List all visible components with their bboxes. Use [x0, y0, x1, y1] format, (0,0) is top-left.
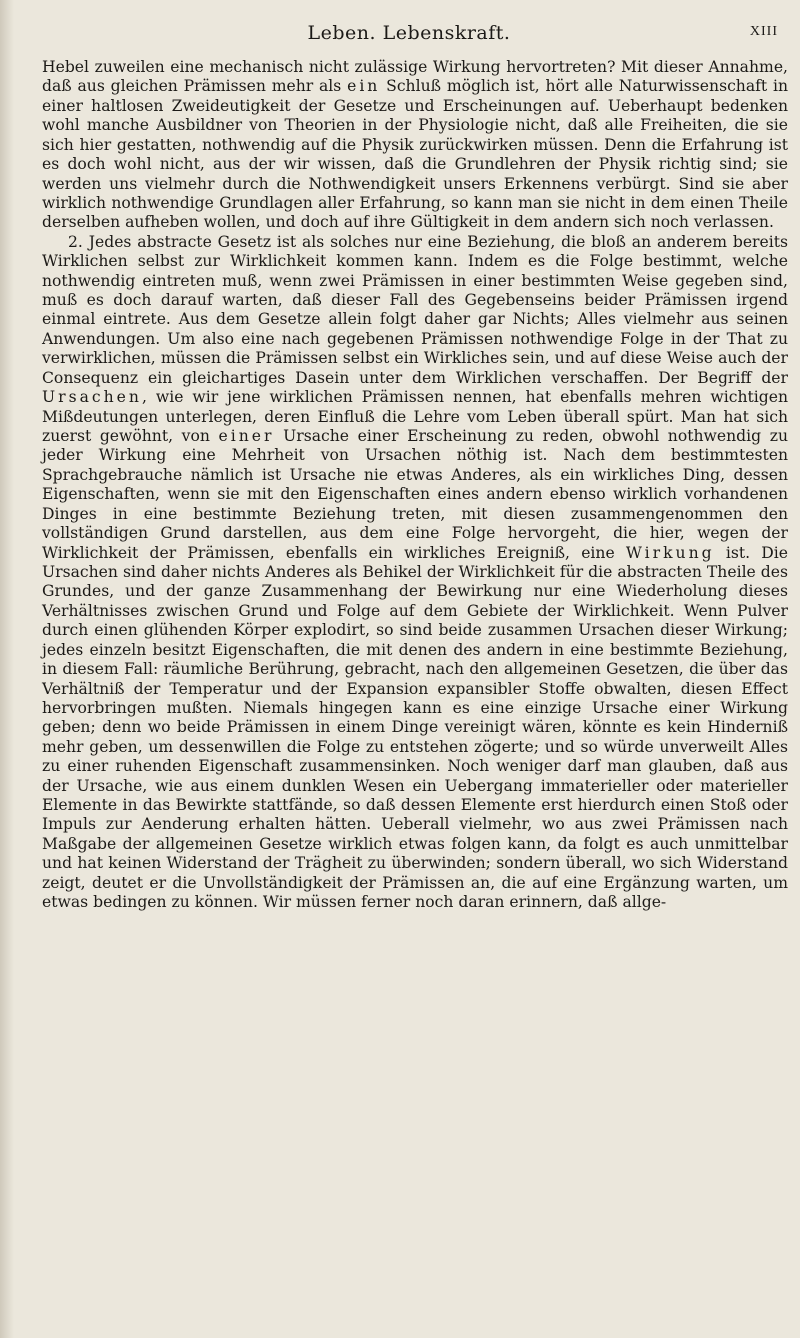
emphasized-term: einer [218, 427, 275, 446]
text-run: ist. Die Ursachen sind daher nichts Anderes als Behikel der Wirklichkeit für die abstracten Theile des Grundes, und der ganze Zusammenhang der Bewirkung nur eine Wiederholung dieses Verhältnisses zwischen Grund und Folge auf dem Gebiete der Wirklichkeit. Wenn Pulver durch einen glühenden Körper explodirt, so sind beide zusammen Ursachen dieser Wirkung; jedes einzeln besitzt Eigenschaften, die mit denen des andern in eine bestimmte Beziehung, in diesem Fall: räumliche Berührung, gebracht, nach den allgemeinen Gesetzen, die über das Verhältniß der Temperatur und der Expansion expansibler Stoffe obwalten, diesen Effect hervorbringen mußten. Niemals hingegen kann es eine einzige Ursache einer Wirkung geben; denn wo beide Prämissen in einem Dinge vereinigt wären, könnte es kein Hinderniß mehr geben, um dessenwillen die Folge zu entstehen zögerte; und so würde unverweilt Alles zu einer ruhenden Eigenschaft zusammensinken. Noch weniger darf man glauben, daß aus der Ursache, wie aus einem dunklen Wesen ein Uebergang immaterieller oder materieller Elemente in das Bewirkte stattfände, so daß dessen Elemente erst hierdurch einen Stoß oder Impuls zur Aenderung erhalten hätten. Ueberall vielmehr, wo aus zwei Prämissen nach Maßgabe der allgemeinen Gesetze wirklich etwas folgen kann, da folgt es auch unmittelbar und hat keinen Widerstand der Trägheit zu überwinden; sondern überall, wo sich Widerstand zeigt, deutet er die Unvollständigkeit der Prämissen an, die auf eine Ergänzung warten, um etwas bedingen zu können. Wir müssen ferner noch daran erinnern, daß allge- [42, 543, 788, 912]
text-run: Hebel zuweilen eine mechanisch nicht zulässige Wirkung hervortreten? Mit dieser Annahme, daß aus gleichen Prämissen mehr als [42, 58, 788, 96]
emphasized-term: Wirkung [625, 543, 715, 562]
text-run: 2. Jedes abstracte Gesetz ist als solches nur eine Beziehung, die bloß an anderem bereits Wirklichen selbst zur Wirklichkeit kommen kann. Indem es die Folge bestimmt, welche nothwendig eintreten muß, wenn zwei Prämissen in einer bestimmten Weise gegeben sind, muß es doch darauf warten, daß dieser Fall des Gegebenseins beider Prämissen irgend einmal eintrete. Aus dem Gesetze allein folgt daher gar Nichts; Alles vielmehr aus seinen Anwendungen. Um also eine nach gegebenen Prämissen nothwendige Folge in der That zu verwirklichen, müssen die Prämissen selbst ein Wirkliches sein, und auf diese Weise auch der Consequenz ein gleichartiges Dasein unter dem Wirklichen verschaffen. Der Begriff der [42, 232, 788, 387]
paragraph-section-2 [42, 233, 788, 913]
text-run: Schluß möglich ist, hört alle Naturwissenschaft in einer haltlosen Zweideutigkeit der Gesetze und Erscheinungen auf. Ueberhaupt bedenken wohl manche Ausbildner von Theorien in der Physiologie nicht, daß alle Freiheiten, die sie sich hier gestatten, nothwendig auf die Physik zurückwirken müssen. Denn die Erfahrung ist es doch wohl nicht, aus der wir wissen, daß die Grundlehren der Physik richtig sind; sie werden uns vielmehr durch die Nothwendigkeit unsers Erkennens verbürgt. Sind sie aber wirklich nothwendige Grundlagen aller Erfahrung, so kann man sie nicht in dem einen Theile derselben aufheben wollen, und doch auf ihre Gültigkeit in dem andern sich noch verlassen. [42, 77, 789, 232]
body-text [42, 58, 788, 913]
text-run: Ursache einer Erscheinung zu reden, obwohl nothwendig zu jeder Wirkung eine Mehrheit von Ursachen nöthig ist. Nach dem bestimmtesten Sprachgebrauche nämlich ist Ursache nie etwas Anderes, als ein wirkliches Ding, dessen Eigenschaften, wenn sie mit den Eigenschaften eines andern ebenso wirklich vorhandenen Dinges in eine bestimmte Beziehung treten, mit diesen zusammengenommen den vollständigen Grund darstellen, aus dem eine Folge hervorgeht, die hier, wegen der Wirklichkeit der Prämissen, ebenfalls ein wirkliches Ereigniß, eine [42, 427, 788, 562]
emphasized-term: ein [347, 77, 381, 96]
text-run: , wie wir jene wirklichen Prämissen nennen, hat ebenfalls mehren wichtigen Mißdeutungen unterlegen, deren Einfluß die Lehre vom Leben überall spürt. Man hat sich zuerst gewöhnt, von [42, 388, 788, 446]
page-number: XIII [749, 24, 778, 39]
running-title: Leben. Lebenskraft. [307, 22, 511, 44]
paragraph-continuation [42, 58, 788, 233]
emphasized-term: Ursachen [42, 388, 142, 407]
page-gutter-shadow [0, 0, 14, 1338]
page-header [40, 22, 778, 52]
